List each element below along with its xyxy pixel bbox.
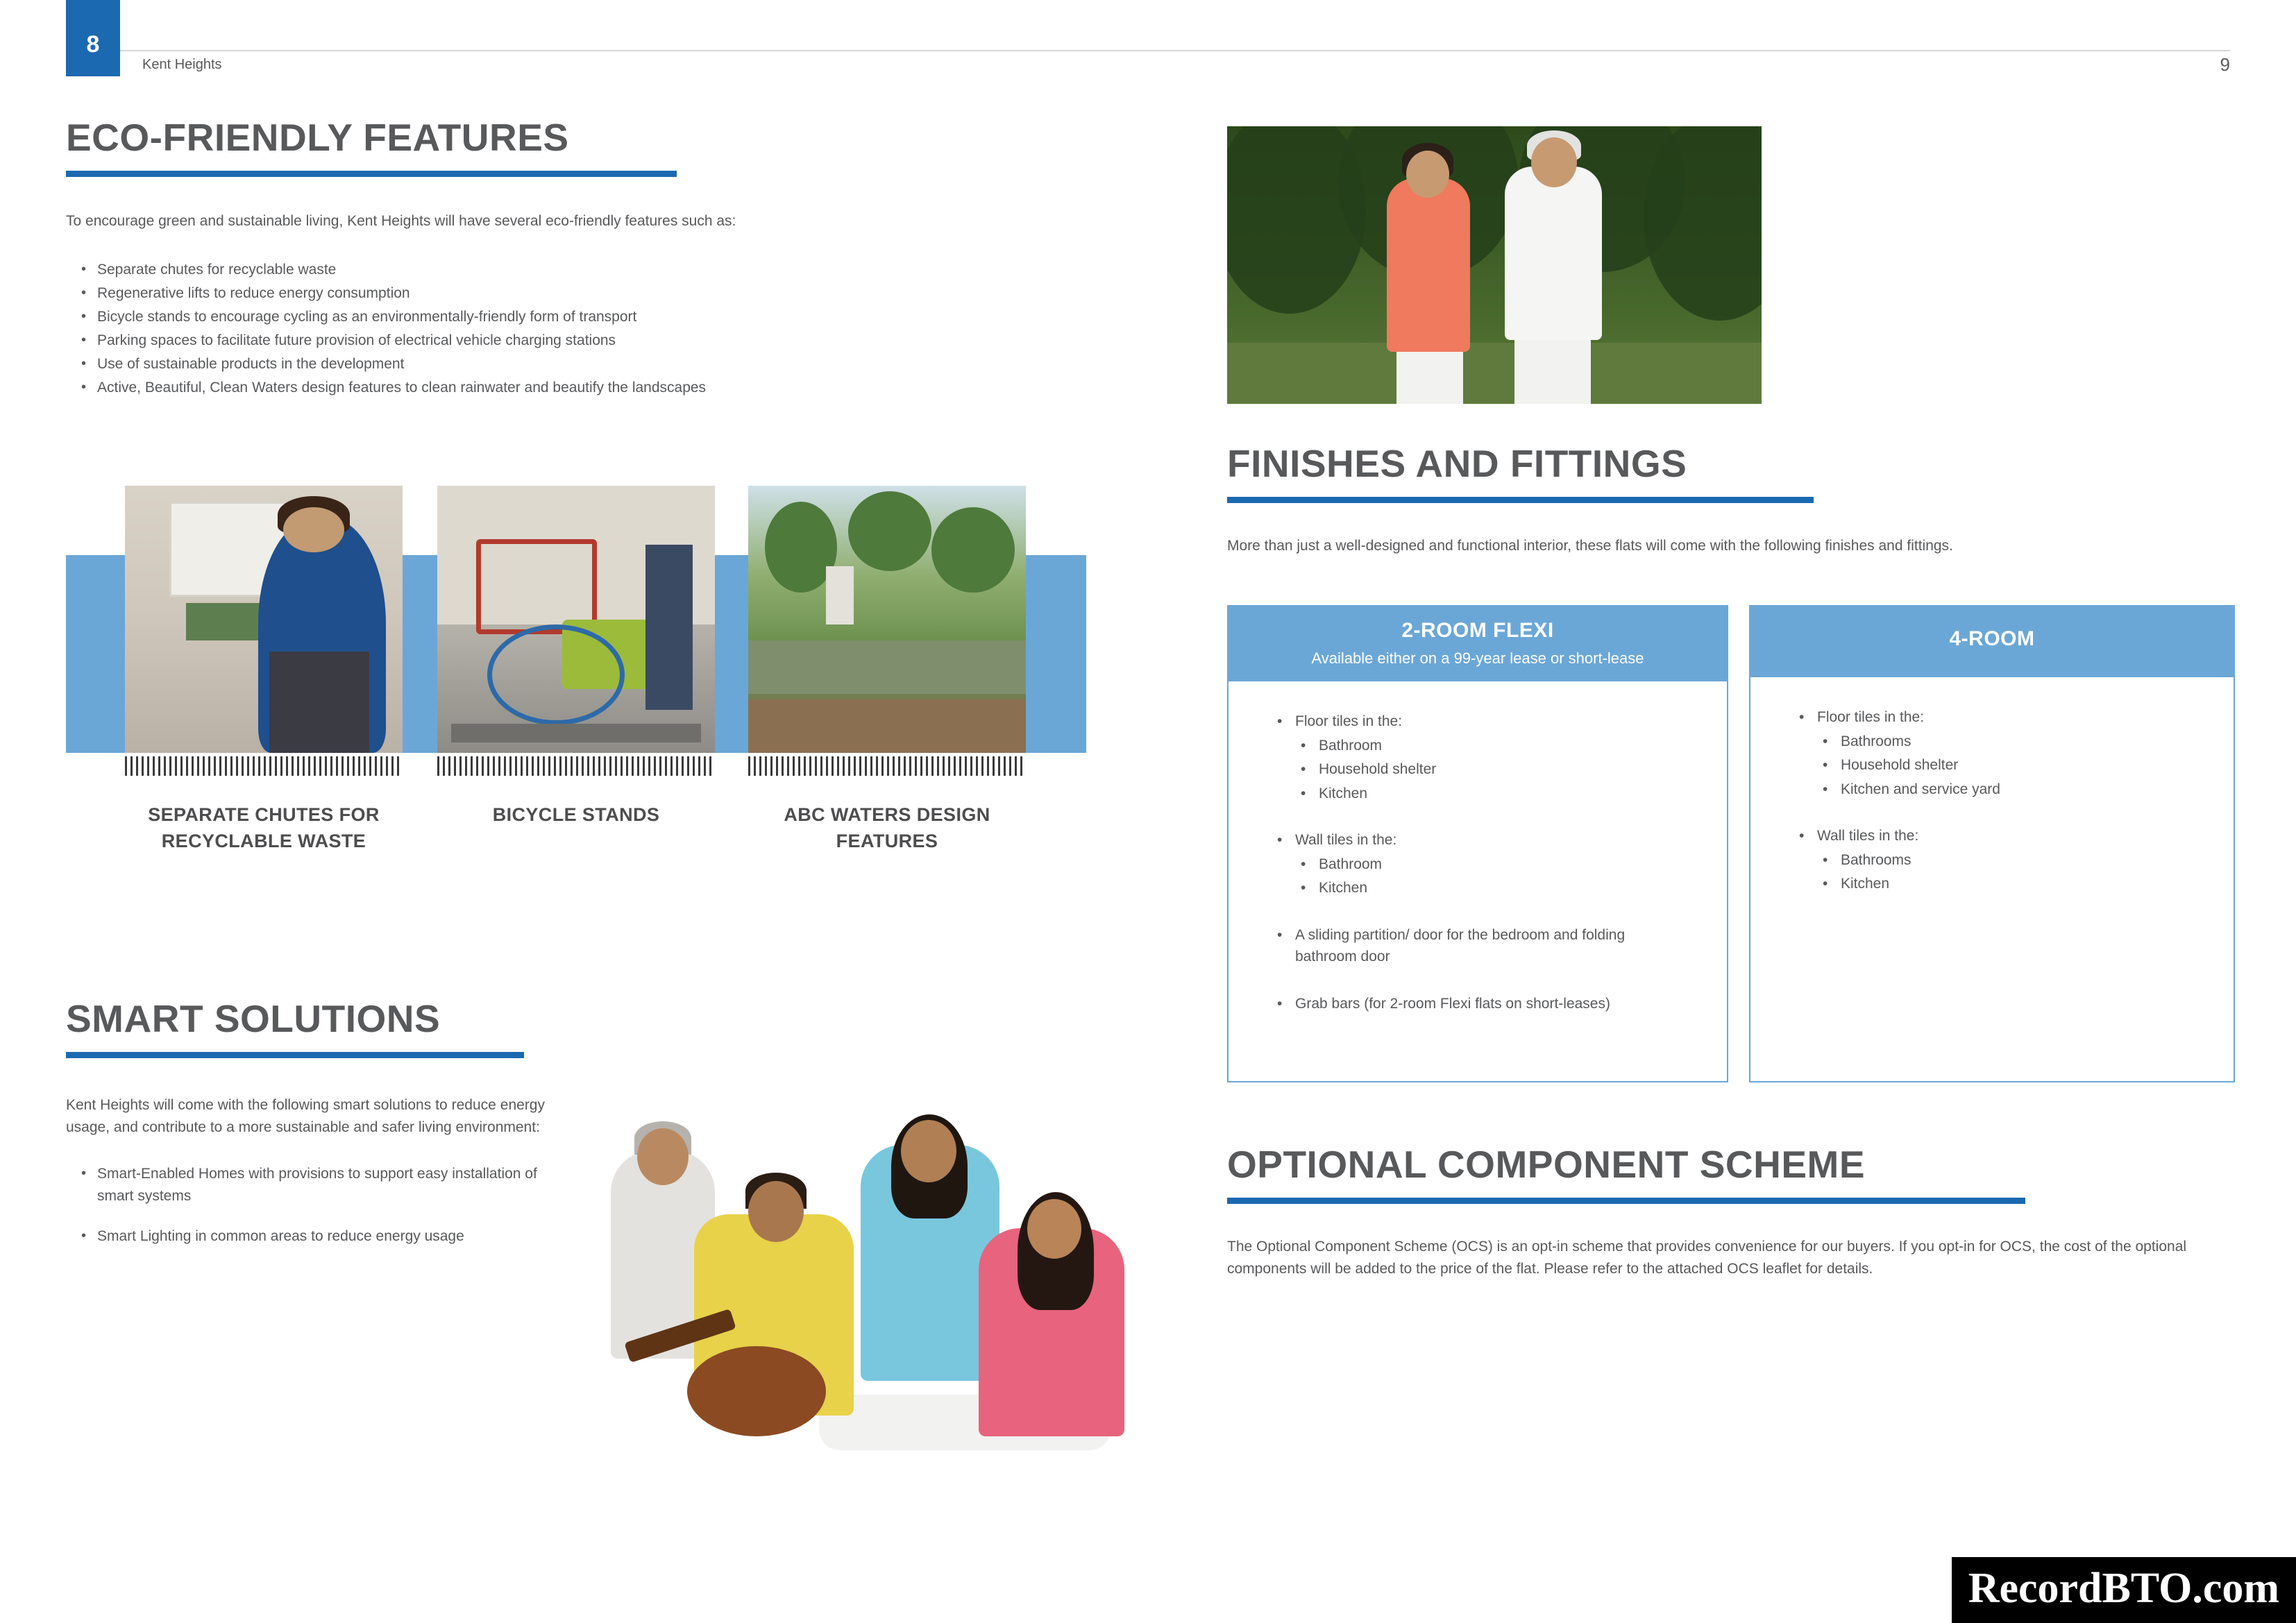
- eco-bullet-list: [66, 259, 1093, 398]
- list-item: • Use of sustainable products in the development: [66, 353, 1093, 375]
- feature-main: • Grab bars (for 2-room Flexi flats on short-leases): [1269, 993, 1670, 1015]
- feature-sub: • Household shelter: [1269, 758, 1699, 781]
- feature-main: • Wall tiles in the:: [1269, 829, 1699, 851]
- decorative-stripe: [748, 756, 1026, 776]
- smart-section-title: SMART SOLUTIONS: [66, 997, 441, 1040]
- photo-separate-chutes: [125, 486, 403, 753]
- caption-bicycle-stands: BICYCLE STANDS: [492, 804, 660, 825]
- feature-group: [1269, 993, 1699, 1015]
- feature-group: [1269, 829, 1699, 899]
- smart-bullet-list: [66, 1163, 545, 1248]
- table-2-room-flexi: [1227, 605, 1728, 1082]
- photo-elderly-couple-jogging: [1227, 126, 1762, 404]
- finishes-section-title: FINISHES AND FITTINGS: [1227, 442, 1687, 485]
- decorative-stripe: [437, 756, 715, 776]
- document-title: Kent Heights: [142, 57, 222, 72]
- page-header: [0, 0, 2296, 92]
- feature-sub: • Bathroom: [1269, 853, 1699, 876]
- feature-main: • A sliding partition/ door for the bedroom and folding bathroom door: [1269, 924, 1663, 968]
- ocs-section-title: OPTIONAL COMPONENT SCHEME: [1227, 1143, 1866, 1186]
- table-header-4-room: [1750, 606, 2234, 677]
- photo-family: [611, 1117, 1138, 1450]
- watermark: RecordBTO.com: [1952, 1557, 2296, 1623]
- ocs-title-underline: [1227, 1198, 2025, 1204]
- header-divider: [120, 50, 2230, 51]
- smart-solutions-section: [66, 999, 545, 1266]
- optional-component-scheme-section: [1227, 1143, 2187, 1281]
- smart-title-underline: [66, 1052, 524, 1058]
- eco-title-underline: [66, 171, 677, 177]
- list-item: • Smart Lighting in common areas to reduce energy usage: [66, 1225, 545, 1248]
- feature-main: • Wall tiles in the:: [1791, 825, 2206, 847]
- finishes-fittings-section: [1227, 444, 2230, 557]
- feature-main: • Floor tiles in the:: [1269, 711, 1699, 733]
- feature-group: [1269, 924, 1699, 968]
- photo-abc-waters: [748, 486, 1026, 753]
- feature-group: [1791, 706, 2206, 800]
- decorative-stripe: [125, 756, 403, 776]
- list-item: • Parking spaces to facilitate future provision of electrical vehicle charging stations: [66, 330, 1093, 352]
- feature-group: [1791, 825, 2206, 895]
- eco-section-title: ECO-FRIENDLY FEATURES: [66, 116, 569, 159]
- feature-sub: • Bathrooms: [1791, 731, 2206, 753]
- smart-intro-text: Kent Heights will come with the following smart solutions to reduce energy usage, and contribute to a more sustainable and safer living environment:: [66, 1096, 545, 1136]
- eco-features-photo-panel: [66, 555, 1086, 852]
- table-header-2-room: [1229, 606, 1727, 681]
- feature-sub: • Bathroom: [1269, 735, 1699, 757]
- finishes-tables: [1227, 605, 2235, 1082]
- page-number-left: 8: [66, 0, 120, 76]
- feature-sub: • Kitchen: [1791, 873, 2206, 895]
- finishes-title-underline: [1227, 497, 1814, 503]
- feature-group: [1269, 711, 1699, 804]
- list-item: • Smart-Enabled Homes with provisions to support easy installation of smart systems: [66, 1163, 545, 1207]
- eco-intro-text: To encourage green and sustainable living, Kent Heights will have several eco-friendly features such as:: [66, 212, 736, 229]
- feature-sub: • Kitchen: [1269, 783, 1699, 805]
- list-item: • Bicycle stands to encourage cycling as an environmentally-friendly form of transport: [66, 306, 1093, 328]
- feature-main: • Floor tiles in the:: [1791, 706, 2206, 729]
- list-item: • Regenerative lifts to reduce energy consumption: [66, 282, 1093, 305]
- table-subtitle: Available either on a 99-year lease or short-lease: [1311, 649, 1644, 667]
- list-item: • Active, Beautiful, Clean Waters design features to clean rainwater and beautify the landscapes: [66, 377, 1093, 399]
- table-title: 2-ROOM FLEXI: [1401, 619, 1554, 642]
- finishes-intro-text: More than just a well-designed and functional interior, these flats will come with the following finishes and fittings.: [1227, 537, 1953, 554]
- table-title: 4-ROOM: [1949, 627, 2035, 650]
- feature-sub: • Household shelter: [1791, 754, 2206, 776]
- table-4-room: [1749, 605, 2235, 1082]
- photo-bicycle-stands: [437, 486, 715, 753]
- eco-friendly-section: [66, 118, 1093, 400]
- caption-abc-waters: ABC WATERS DESIGN FEATURES: [784, 804, 990, 852]
- caption-separate-chutes: SEPARATE CHUTES FOR RECYCLABLE WASTE: [148, 804, 380, 852]
- table-body-2-room: [1229, 681, 1727, 1081]
- page-number-right: 9: [2220, 54, 2230, 75]
- table-body-4-room: [1750, 677, 2234, 1066]
- ocs-intro-text: The Optional Component Scheme (OCS) is an opt-in scheme that provides convenience for our buyers. If you opt-in for OCS, the cost of the optional components will be added to the price of the flat. Please refer to the attached OCS leaflet for details.: [1227, 1238, 2187, 1277]
- feature-sub: • Kitchen and service yard: [1791, 779, 2206, 801]
- list-item: • Separate chutes for recyclable waste: [66, 259, 1093, 281]
- feature-sub: • Bathrooms: [1791, 849, 2206, 872]
- feature-sub: • Kitchen: [1269, 877, 1699, 899]
